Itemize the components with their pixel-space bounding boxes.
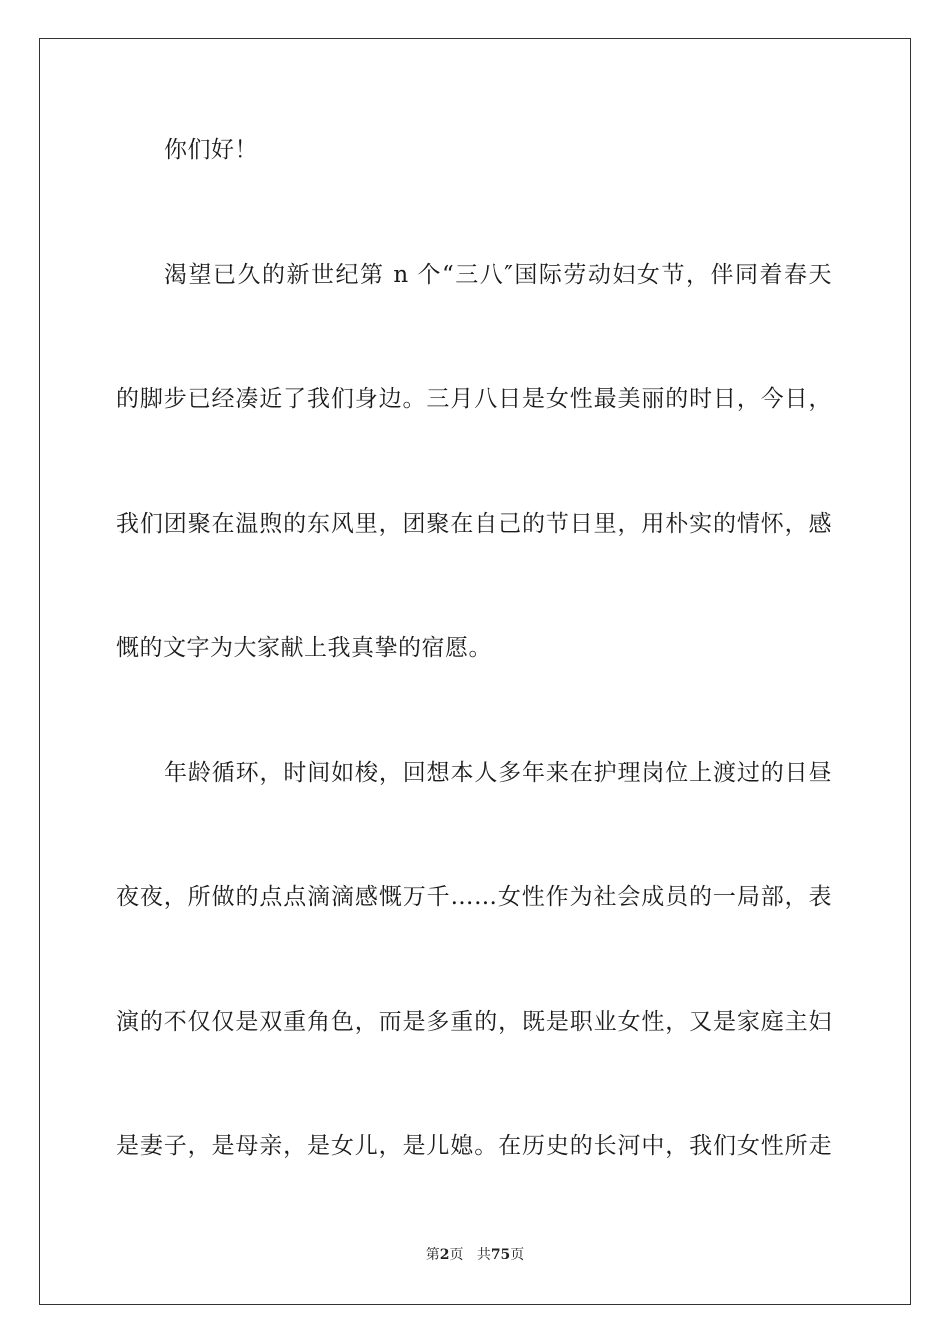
page-suffix: 页 (449, 1247, 464, 1263)
paragraph-2-line-3: 演的不仅仅是双重角色，而是多重的，既是职业女性，又是家庭主妇 (116, 1009, 832, 1035)
greeting-line: 你们好！ (164, 137, 258, 163)
current-page-number: 2 (439, 1247, 450, 1263)
total-pages-number: 75 (490, 1247, 511, 1263)
total-suffix: 页 (510, 1247, 525, 1263)
paragraph-1-line-2: 的脚步已经凑近了我们身边。三月八日是女性最美丽的时日，今日， (116, 386, 832, 412)
paragraph-2-line-2: 夜夜，所做的点点滴滴感慨万千……女性作为社会成员的一局部，表 (116, 884, 832, 910)
paragraph-1-line-1: 渴望已久的新世纪第 n 个“三八″国际劳动妇女节，伴同着春天 (164, 262, 832, 288)
paragraph-2-line-1: 年龄循环，时间如梭，回想本人多年来在护理岗位上渡过的日昼 (164, 760, 832, 786)
page-border (39, 38, 911, 1305)
total-prefix: 共 (476, 1247, 491, 1263)
paragraph-2-line-4: 是妻子，是母亲，是女儿，是儿媳。在历史的长河中，我们女性所走 (116, 1133, 832, 1159)
page-prefix: 第 (425, 1247, 440, 1263)
paragraph-1-line-4: 慨的文字为大家献上我真挚的宿愿。 (116, 635, 492, 661)
paragraph-1-line-3: 我们团聚在温煦的东风里，团聚在自己的节日里，用朴实的情怀，感 (116, 511, 832, 537)
page-footer (0, 1246, 950, 1264)
